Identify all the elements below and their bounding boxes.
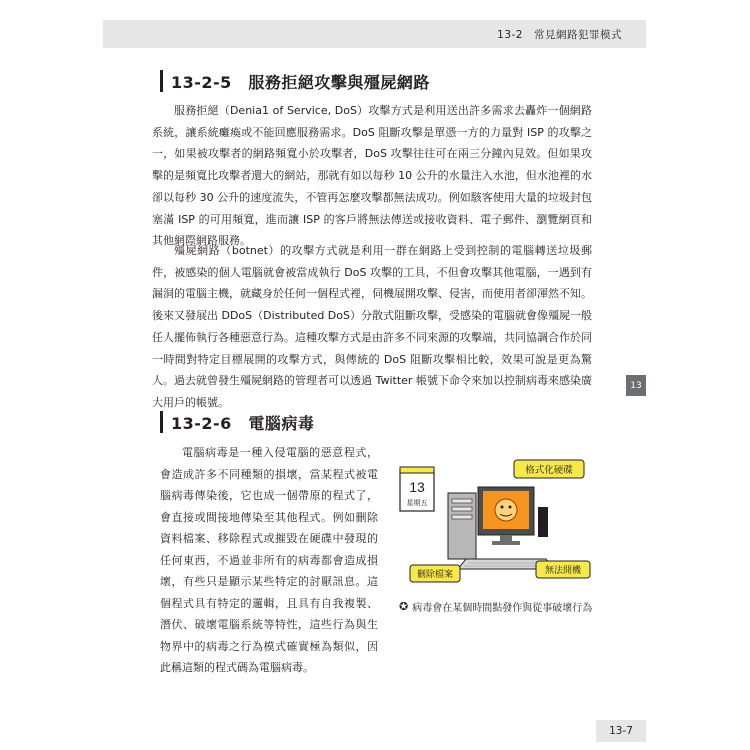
virus-illustration [396, 455, 596, 593]
svg-text:無法開機: 無法開機 [544, 565, 582, 575]
chapter-tab: 13 [626, 375, 646, 396]
svg-text:刪除檔案: 刪除檔案 [416, 569, 454, 579]
heading-bar [160, 411, 163, 433]
heading-bar [160, 70, 163, 92]
label-format [514, 460, 584, 478]
page-number: 13-7 [596, 720, 646, 742]
label-delete [410, 565, 460, 582]
calendar-icon [400, 467, 434, 511]
section-title: 13-2-5 服務拒絕攻擊與殭屍網路 [171, 72, 430, 92]
running-header [103, 20, 646, 48]
svg-text:格式化硬碟: 格式化硬碟 [525, 465, 573, 476]
calendar-weekday: 星期五 [406, 500, 428, 507]
paragraph-virus: 電腦病毒是一種入侵電腦的惡意程式，會造成許多不同種類的損壞，當某程式被電腦病毒傳染後，它也成一個帶原的程式了，會直接或間接地傳染至其他程式。例如刪除資料檔案、移除程式或摧毀在硬碟中發現的任何東西，不過並非所有的病毒都會造成損壞，有些只是顯示某些特定的討厭訊息。這個程式具有特定的邏輯，且具有自我複製、潛伏、破壞電腦系統等特性，這些行為與生物界中的病毒之行為模式確實極為類似，因此稱這類的程式碼為電腦病毒。 [160, 446, 378, 674]
section-heading-virus [160, 411, 314, 433]
section-heading-dos [160, 70, 430, 92]
computer-icon [448, 487, 554, 569]
paragraph-botnet: 殭屍網路（botnet）的攻擊方式就是利用一群在網路上受到控制的電腦轉送垃圾郵件，被感染的個人電腦就會被當成執行 DoS 攻擊的工具，不但會攻擊其他電腦，一遇到有漏洞的電腦主機，就藏身於任何一個程式裡，伺機展開攻擊、侵害，而使用者卻渾然不知。後來又發展出 DDoS（Distributed DoS）分散式阻斷攻擊，受感染的電腦就會像殭屍一般任人擺佈執行各種惡意行為。這種攻擊方式是由許多不同來源的攻擊端，共同協調合作於同一時間對特定目標展開的攻擊方式，與傳統的 DoS 阻斷攻擊相比較，效果可說是更為驚人。過去就曾發生殭屍網路的管理者可以透過 Twitter 帳號下命令來加以控制病毒來感染廣大用戶的帳號。 [152, 244, 592, 409]
caption-text: 病毒會在某個時間點發作與從事破壞行為 [412, 603, 593, 614]
header-text: 13-2 常見網路犯罪模式 [497, 29, 622, 41]
caption-bullet-icon: ✪ [399, 600, 409, 613]
section-title: 13-2-6 電腦病毒 [171, 413, 315, 433]
calendar-day: 13 [409, 479, 425, 495]
figure-caption [399, 599, 599, 614]
paragraph-dos: 服務拒絕（Denia1 of Service, DoS）攻擊方式是利用送出許多需求去轟炸一個網路系統，讓系統癱瘓或不能回應服務需求。DoS 阻斷攻擊是單憑一方的力量對 ISP 的攻擊之一，如果被攻擊者的網路頻寬小於攻擊者，DoS 攻擊往往可在兩三分鐘內見效。但如果攻擊的是頻寬比攻擊者還大的網站，那就有如以每秒 10 公升的水量注入水池，但水池裡的水卻以每秒 30 公升的速度流失，不管再怎麼攻擊都無法成功。例如駭客使用大量的垃圾封包塞滿 ISP 的可用頻寬，進而讓 ISP 的客戶將無法傳送或接收資料、電子郵件、瀏覽網頁和其他網際網路服務。 [152, 104, 592, 248]
label-crash [536, 561, 590, 578]
